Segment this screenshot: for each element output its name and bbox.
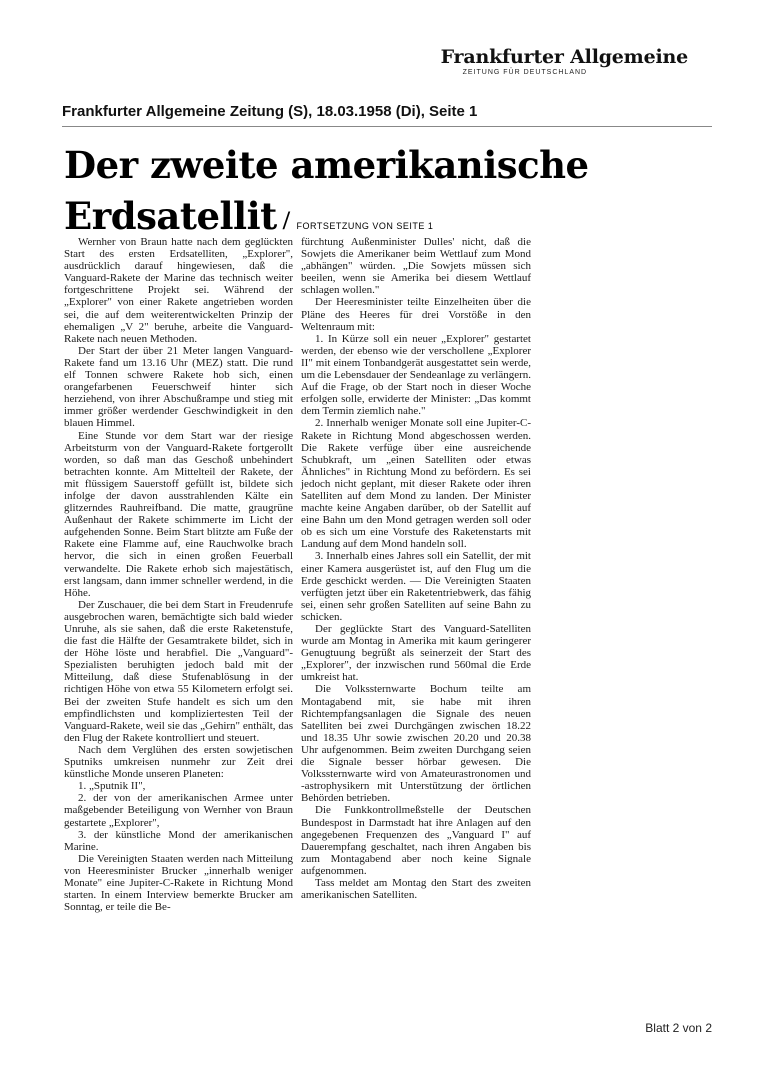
headline-line-1: Der zweite amerikanische	[64, 143, 589, 187]
paragraph: 2. der von der amerikanischen Armee unter maßgebender Beteiligung von Wernher von Braun gestartete „Explorer",	[64, 792, 293, 829]
headline-line-2: Erdsatellit	[64, 194, 277, 238]
paragraph: 2. Innerhalb weniger Monate soll eine Jupiter-C-Rakete in Richtung Mond abgeschossen werden. Die Rakete verfüge über eine ausreichende Schubkraft, um „einen Satelliten oder etwas Ähnliches" in Richtung Mond zu befördern. Es sei jedoch nicht geplant, mit dieser Rakete oder ihren Satelliten auf dem Mond zu landen. Der Minister machte keine Angaben darüber, ob der Satellit auf eine Bahn um den Mond getragen werden soll oder ob es sich um eine Vorstufe des Raketenstarts mit Landung auf dem Mond handeln soll.	[301, 417, 531, 551]
paragraph: Der Start der über 21 Meter langen Vanguard-Rakete fand um 13.16 Uhr (MEZ) statt. Die rund elf Tonnen schwere Rakete hob sich, einen orangefarbenen Feuerschweif hinter sich herziehend, von ihrer Abschußrampe und stieg mit immer größer werdender Geschwindigkeit in den blauen Himmel.	[64, 344, 293, 430]
paragraph: 3. der künstliche Mond der amerikanischen Marine.	[64, 828, 293, 853]
paragraph: Die Vereinigten Staaten werden nach Mitteilung von Heeresminister Brucker „innerhalb weniger Monate" eine Jupiter-C-Rakete in Richtung Mond starten. In einem Interview bemerkte Brucker am Sonntag, er teile die Be-	[64, 852, 293, 914]
continuation-note: / FORTSETZUNG VON SEITE 1	[282, 206, 434, 235]
paragraph: Nach dem Verglühen des ersten sowjetischen Sputniks umkreisen nunmehr zur Zeit drei künstliche Monde unseren Planeten:	[64, 743, 293, 781]
paragraph: Der Heeresminister teilte Einzelheiten über die Pläne des Heeres für drei Vorstöße in den Weltenraum mit:	[301, 296, 531, 333]
paragraph: 1. „Sputnik II",	[78, 780, 146, 793]
logo-name: Frankfurter Allgemeine	[440, 46, 688, 68]
header-divider	[62, 126, 712, 127]
newspaper-logo	[441, 46, 688, 76]
page-footer: Blatt 2 von 2	[645, 1021, 712, 1035]
paragraph: Der geglückte Start des Vanguard-Satelliten wurde am Montag in Amerika mit kaum geringerer Genugtuung begrüßt als seinerzeit der Start des „Explorer", der inzwischen rund 560mal die Erde umkreist hat.	[301, 623, 531, 684]
paragraph: Die Volkssternwarte Bochum teilte am Montagabend mit, sie habe mit ihren Richtempfangsanlagen die Signale des neuen Satelliten bei zwei Durchgängen zwischen 18.22 und 18.35 Uhr sowie zwischen 20.20 und 20.38 Uhr aufgenommen. Beim zweiten Durchgang seien die Signale besser hörbar gewesen. Die Volkssternwarte wird von Amateurastronomen und -astrophysikern mit Unterstützung der örtlichen Behörden betrieben.	[301, 683, 531, 805]
source-header: Frankfurter Allgemeine Zeitung (S), 18.03.1958 (Di), Seite 1	[62, 103, 478, 120]
article-column-2	[301, 236, 531, 901]
continuation-label: FORTSETZUNG VON SEITE 1	[296, 221, 434, 231]
paragraph: Die Funkkontrollmeßstelle der Deutschen Bundespost in Darmstadt hat ihre Anlagen auf den angegebenen Frequenzen des „Vanguard I" auf Dauerempfang geschaltet, nach ihren Angaben bis zum Montagabend aber noch keine Signale aufgenommen.	[301, 804, 531, 877]
paragraph: 1. In Kürze soll ein neuer „Explorer" gestartet werden, der ebenso wie der verschollene „Explorer II" mit einem Tonbandgerät ausgestattet sein werde, um die Lebensdauer der Sendeanlage zu verlängern. Auf die Frage, ob der Start noch in dieser Woche erfolgen solle, erwiderte der Minister: „Das kommt dem Termin ziemlich nahe."	[301, 332, 531, 418]
article-column-1	[64, 236, 293, 913]
paragraph: Eine Stunde vor dem Start war der riesige Arbeitsturm von der Vanguard-Rakete fortgerollt worden, so daß man das Geschoß unbehindert betrachten konnte. Am Mittelteil der Rakete, der mit flüssigem Sauerstoff gefüllt ist, bildete sich infolge der davon ausstrahlenden Kälte ein glitzerndes Rauhreifband. Die matte, graugrüne Außenhaut der Rakete schimmerte im Licht der aufgehenden Sonne. Beim Start blitzte am Fuße der Rakete eine Flamme auf, eine Rauchwolke brach hervor, die sich in einen großen Feuerball verwandelte. Die Rakete erhob sich majestätisch, erst langsam, dann immer schneller werdend, in die Höhe.	[64, 429, 293, 599]
paragraph: Wernher von Braun hatte nach dem geglückten Start des ersten Erdsatelliten, „Explorer", ausdrücklich darauf hingewiesen, daß die Vanguard-Rakete der Marine das technisch weiter fortgeschrittene Projekt sei. Während der „Explorer" von einer Rakete angetrieben worden sei, die auf dem weiterentwickelten Prinzip der ehemaligen „V 2" beruhe, arbeite die Vanguard-Rakete nach neuen Methoden.	[64, 236, 293, 345]
paragraph: fürchtung Außenminister Dulles' nicht, daß die Sowjets die Amerikaner beim Wettlauf zum Mond „abhängen" würden. „Die Sowjets müssen sich beeilen, wenn sie Amerika bei diesem Wettlauf schlagen wollen."	[301, 236, 531, 297]
paragraph: 3. Innerhalb eines Jahres soll ein Satellit, der mit einer Kamera ausgerüstet ist, auf den Flug um die Erde geschickt werden. — Die Vereinigten Staaten verfügten jetzt über ein Raketentriebwerk, das fähig sei, einen sehr großen Satelliten auf seine Bahn zu schicken.	[301, 550, 531, 623]
paragraph: Tass meldet am Montag den Start des zweiten amerikanischen Satelliten.	[301, 876, 531, 902]
paragraph: Der Zuschauer, die bei dem Start in Freudenrufe ausgebrochen waren, bemächtigte sich bald wieder Unruhe, als sie sahen, daß die erste Raketenstufe, die fast die Hälfte der Gesamtrakete bildet, sich in der Höhe löste und herabfiel. Die „Vanguard"-Spezialisten beruhigten jedoch bald mit der Mitteilung, daß diese Stufenablösung in der richtigen Höhe von etwa 55 Kilometern erfolgt sei. Bei der zweiten Stufe handelt es sich um den empfindlichsten und kompliziertesten Teil der Vanguard-Rakete, weil sie das „Gehirn" enthält, das den Flug der Rakete kontrolliert und steuert.	[64, 598, 293, 744]
logo-tagline: ZEITUNG FÜR DEUTSCHLAND	[462, 69, 588, 76]
